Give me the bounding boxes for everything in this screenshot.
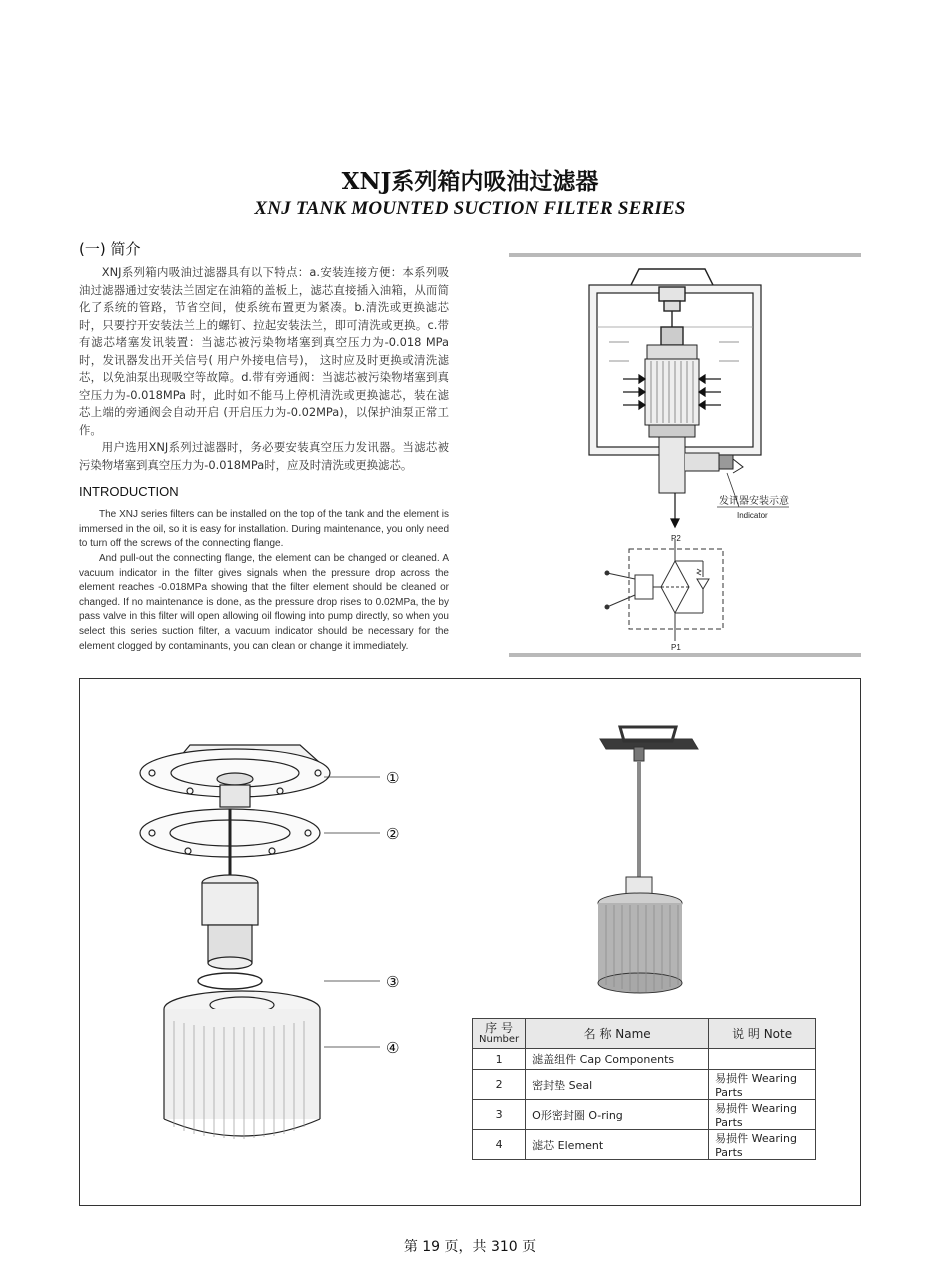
intro-heading-cn: (一) 简介 — [79, 240, 141, 258]
page-footer: 第 19 页，共 310 页 — [403, 1239, 537, 1255]
header-name: 名 称 Name — [526, 1019, 709, 1049]
row-note: 易损件 Wearing Parts — [709, 1130, 816, 1160]
cap-components-drawing — [140, 745, 330, 807]
indicator-label-cn: 发讯器安装示意 — [719, 496, 789, 507]
callout-4: ④ — [386, 1039, 400, 1057]
callout-3: ③ — [386, 973, 400, 991]
intro-heading-en: INTRODUCTION — [79, 484, 179, 499]
table-row — [473, 1100, 816, 1130]
hydraulic-schematic — [605, 539, 723, 641]
row-note — [709, 1049, 816, 1070]
installation-diagram — [509, 257, 861, 653]
row-name: 滤盖组件 Cap Components — [526, 1049, 709, 1070]
table-row — [473, 1070, 816, 1100]
callout-2: ② — [386, 825, 400, 843]
header-number — [473, 1019, 526, 1049]
page-title-en: XNJ TANK MOUNTED SUCTION FILTER SERIES — [254, 198, 686, 219]
o-ring-drawing — [198, 973, 262, 989]
product-photo — [598, 727, 698, 993]
seal-drawing — [140, 809, 320, 875]
port-p2-label: P2 — [671, 534, 681, 543]
intro-paragraph-cn-1: XNJ系列箱内吸油过滤器具有以下特点：a.安装连接方便：本系列吸油过滤器通过安装法兰固定在油箱的盖板上，滤芯直接插入油箱，从而简化了系统的管路，节省空间，使系统布置更为紧凑。b.清洗或更换滤芯时，只要拧开安装法兰上的螺钉、拉起安装法兰，即可清洗或更换。c.带有滤芯堵塞发讯装置：当滤芯被污染物堵塞到真空压力为-0.018 MPa时，发讯器发出开关信号( 用户外接电信号)， 这时应及时更换或清洗滤芯，以免油泵出现吸空等故障。d.带有旁通阀：当滤芯被污染物堵塞到真空压力为-0.018MPa 时，此时如不能马上停机清洗或更换滤芯，装在滤芯上端的旁通阀会自动开启 (开启压力为-0.02MPa)，以保护油泵正常工作。 — [79, 265, 449, 437]
bypass-valve-drawing — [202, 875, 258, 969]
indicator-label-en: Indicator — [737, 511, 768, 520]
intro-paragraph-cn-2: 用户选用XNJ系列过滤器时，务必要安装真空压力发讯器。当滤芯被污染物堵塞到真空压力为-0.018MPa时，应及时清洗或更换滤芯。 — [79, 440, 449, 472]
row-note: 易损件 Wearing Parts — [709, 1100, 816, 1130]
row-number: 4 — [473, 1130, 526, 1160]
row-note: 易损件 Wearing Parts — [709, 1070, 816, 1100]
parts-table-header — [473, 1019, 816, 1049]
parts-table — [472, 1018, 816, 1160]
intro-paragraph-en-1: The XNJ series filters can be installed on the top of the tank and the element is immersed in the oil, so it is easy for installation. During maintenance, you only need to turn off the screws of the connecting flange. — [79, 509, 449, 550]
outlet-arrow — [671, 493, 679, 527]
installation-diagram-frame — [509, 253, 861, 657]
row-name: O形密封圈 O-ring — [526, 1100, 709, 1130]
header-note: 说 明 Note — [709, 1019, 816, 1049]
intro-paragraph-en-2: And pull-out the connecting flange, the element can be changed or cleaned. A vacuum indicator in the filter gives signals when the pressure drop across the element reaches -0.018MPa showing that the filter element should be cleaned or changed. If no maintenance is done, as the pressure drop rises to 0.02MPa, the by pass valve in this filter will open allowing oil flowing into pump directly, so when you select this series suction filter, a vacuum indicator should be necessary for the element clogged by contaminants, you can clean or change it immediately. — [79, 553, 449, 652]
row-number: 1 — [473, 1049, 526, 1070]
header-number-cn: 序 号 — [485, 1020, 513, 1035]
row-name: 密封垫 Seal — [526, 1070, 709, 1100]
port-p1-label: P1 — [671, 643, 681, 652]
row-name: 滤芯 Element — [526, 1130, 709, 1160]
table-row — [473, 1049, 816, 1070]
header-number-en: Number — [479, 1033, 520, 1045]
page-title-cn: XNJ系列箱内吸油过滤器 — [341, 168, 599, 195]
table-row — [473, 1130, 816, 1160]
element-drawing — [164, 991, 320, 1139]
callout-1: ① — [386, 769, 400, 787]
row-number: 2 — [473, 1070, 526, 1100]
row-number: 3 — [473, 1100, 526, 1130]
